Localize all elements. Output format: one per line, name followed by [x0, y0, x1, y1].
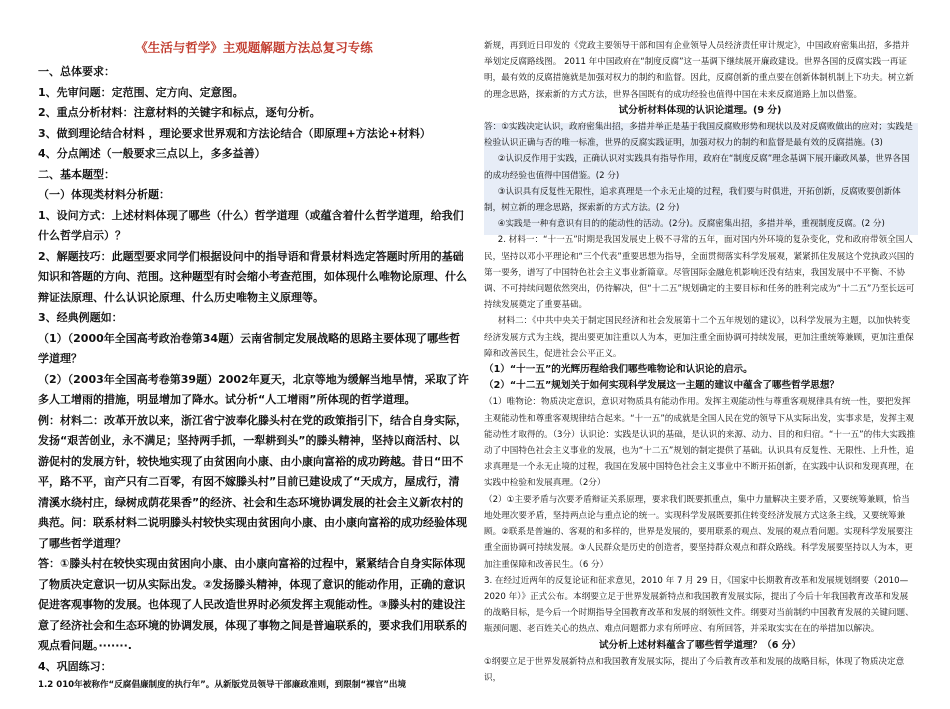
right-paragraph: 材料二：《中共中央关于制定国民经济和社会发展第十二个五年规划的建议》，以科学发展为主题，以加快转变经济发展方式为主线，提出要更加注重以人为本，更加注重全面协调可持续发展，更加注重统筹兼顾，更加注重保障和改善民生，促进社会公平正义。: [484, 316, 914, 359]
right-paragraph: 答：①实践决定认识，政府密集出招，多措并举正是基于我国反腐败形势和现状以及对反腐败做出的应对；实践是检验认识正确与否的唯一标准，世界的反腐实践证明，加强对权力的制约和监督是最有效的反腐措施。(3): [484, 122, 913, 149]
document-title: 《生活与哲学》主观题解题方法总复习专练: [135, 40, 373, 55]
right-paragraph: 试分析上述材料蕴含了哪些哲学道理？（6 分）: [599, 639, 801, 651]
right-paragraph: （1）唯物论：物质决定意识，意识对物质具有能动作用。发挥主观能动性与尊重客观规律具有统一性，要把发挥主观能动性和尊重客观规律结合起来。“十一五”的成就是全国人民在党的领导下从实际出发，实事求是，发挥主观能动性才取得的。（3分）认识论：实践是认识的基础，是认识的来源、动力、目的和归宿。“十一五”的伟大实践推动了中国特色社会主义事业的发展，也为“十二五”规划的制定提供了基础。认识具有反复性、无限性、上升性，追求真理是一个永无止境的过程，我国在发展中国特色社会主义事业中不断开拓创新，在实践中认识和发现真理，在实践中检验和发展真理。（2分）: [484, 397, 916, 489]
right-paragraph: 2. 材料一：“十一五”时期是我国发展史上极不寻常的五年，面对国内外环境的复杂变化，党和政府带领全国人民，坚持以邓小平理论和“三个代表”重要思想为指导，全面贯彻落实科学发展观，紧紧抓住发展这个党执政兴国的第一要务，谱写了中国特色社会主义事业新篇章。尽管国际金融危机影响还没有结束，我国发展中不平衡、不协调、不可持续问题依然突出，仍待解决，但“十二五”规划确定的主要目标和任务的胜利完成为“十二五”乃至长远可持续发展奠定了重要基础。: [484, 235, 915, 311]
left-paragraph: 4、分点阐述（一般要求三点以上，多多益善）: [38, 147, 266, 160]
left-paragraph: 3、做到理论结合材料 ，理论要求世界观和方法论结合（即原理+方法论+材料）: [38, 126, 431, 140]
left-paragraph: （2）（2003年全国高考卷第39题）2002年夏天，北京等地为缓解当地旱情，采取了许多人工增雨的措施，明显增加了降水。试分析“人工增雨”所体现的哲学道理。: [38, 372, 469, 406]
right-paragraph: （2）“十二五”规划关于如何实现科学发展这一主题的建议中蕴含了哪些哲学思想？: [484, 380, 840, 392]
left-paragraph: 例：材料二：改革开放以来，浙江省宁波奉化滕头村在党的政策指引下，结合自身实际，发扬“艰苦创业，永不满足；坚持两手抓，一犁耕到头”的滕头精神，坚持以商活村、以游促村的发展方针，较快地实现了由贫困向小康、由小康向富裕的成功跨越。昔日“田不平，路不平，亩产只有二百零，有囡不嫁滕头村”目前已建设成了“天成方，屋成行，清清溪水绕村庄，绿树成荫花果香”的经济、社会和生态环境协调发展的社会主义新农村的典范。问：联系材料二说明滕头村较快实现由贫困向小康、由小康向富裕的成功经验体现了哪些哲学道理？: [38, 413, 467, 550]
left-paragraph: 2、重点分析材料：注意材料的关键字和标点，逐句分析。: [38, 106, 321, 119]
right-column: [484, 0, 916, 709]
left-paragraph: 二、基本题型：: [38, 167, 115, 181]
left-paragraph-last: 1.2 010年被称作“反腐倡廉制度的执行年”。从新版党员领导干部廉政准则，到限制“裸官”出境: [38, 680, 407, 690]
left-paragraph: 4、巩固练习：: [38, 659, 112, 673]
left-paragraph: 1、先审问题：定范围、定方向、定意图。: [38, 85, 244, 99]
right-paragraph: 试分析材料体现的认识论道理。(9 分): [618, 104, 782, 116]
left-paragraph: （1）（2000年全国高考政治卷第34题）云南省制定发展战略的思路主要体现了哪些哲学道理？: [38, 331, 461, 365]
right-paragraph: ④实践是一种有意识有目的的能动性的活动。(2分)。反腐密集出招，多措并举，重视制度反腐。(2 分): [497, 219, 885, 230]
left-paragraph: 2、解题技巧：此题型要求同学们根据设问中的指导语和背景材料选定答题时所用的基础知识和答题的方向、范围。这种题型有时会缩小考查范围，如体现什么唯物论原理、什么辩证法原理、什么认识论原理、什么历史唯物主义原理等。: [38, 249, 467, 304]
left-paragraph: 答：①滕头村在较快实现由贫困向小康、由小康向富裕的过程中，紧紧结合自身实际体现了物质决定意识一切从实际出发。②发扬滕头精神，体现了意识的能动作用，正确的意识促进客观事物的发展。也体现了人民改造世界时必须发挥主观能动性。③滕头村的建设注意了经济社会和生态环境的协调发展，体现了事物之间是普遍联系的，要求我们用联系的观点看问题。·······.: [38, 557, 467, 652]
right-paragraph: ②认识反作用于实践，正确认识对实践具有指导作用，政府在“制度反腐”理念基调下展开廉政风暴，世界各国的成功经验也值得中国借鉴。(2 分): [484, 154, 910, 181]
left-paragraph: （一）体现类材料分析题：: [38, 188, 170, 201]
right-paragraph: ③认识具有反复性无限性，追求真理是一个永无止境的过程，我们要与时俱进，开拓创新，反腐败要创新体制，树立新的理念思路，探索新的方式方法。(2 分): [484, 186, 901, 214]
left-column: [38, 0, 470, 690]
right-paragraph: （1）“十一五”的光辉历程给我们哪些唯物论和认识论的启示。: [484, 364, 753, 376]
right-paragraph: ①纲要立足于世界发展新特点和我国教育发展实际，提出了今后教育改革和发展的战略目标，体现了物质决定意识，: [484, 656, 905, 683]
right-paragraph: （2）①主要矛盾与次要矛盾辩证关系原理，要求我们既要抓重点，集中力量解决主要矛盾，又要统筹兼顾，恰当地处理次要矛盾，坚持两点论与重点论的统一。实现科学发展既要抓住转变经济发展方式这条主线，又要统筹兼顾。②联系是普遍的、客观的和多样的，世界是发展的，要用联系的观点、发展的观点看问题。实现科学发展要注重全面协调可持续发展。③人民群众是历史的创造者，要坚持群众观点和群众路线。科学发展要坚持以人为本，更加注重保障和改善民生。（6 分）: [484, 494, 913, 570]
left-paragraph: 1、设问方式：上述材料体现了哪些（什么）哲学道理（或蕴含着什么哲学道理，给我们什么哲学启示）？: [38, 208, 464, 242]
left-paragraph: 3、经典例题如：: [38, 311, 123, 324]
left-paragraph: 一、总体要求：: [38, 65, 115, 78]
right-paragraph: 3. 在经过近两年的反复论证和征求意见，2010 年 7 月 29 日，《国家中长期教育改革和发展规划纲要（2010—2020 年）》正式公布。本纲要立足于世界发展新特点和我国教育发展实际，提出了今后十年我国教育改革和发展的战略目标，是今后一个时期指导全国教育改革和发展的纲领性文件。纲要对当前制约中国教育发展的关键问题、瓶颈问题、老百姓关心的热点、难点问题都力求有所呼应、有所回答，并采取实实在在的举措加以解决。: [484, 575, 914, 635]
right-paragraph: 新规，再到近日印发的《党政主要领导干部和国有企业领导人员经济责任审计规定》，中国政府密集出招，多措并举划定反腐路线图。 2011 年中国政府在“制度反腐”这一基调下继续展开廉政建设。世界各国的反腐实践一再证明，最有效的反腐措施就是加强对权力的制约和监督。因此，反腐创新的重点要在创新体制机制上下功夫。树立新的理念思路，探索新的方式方法，世界各国既有的成功经验也值得中国在未来反腐道路上加以借鉴。: [484, 41, 914, 100]
